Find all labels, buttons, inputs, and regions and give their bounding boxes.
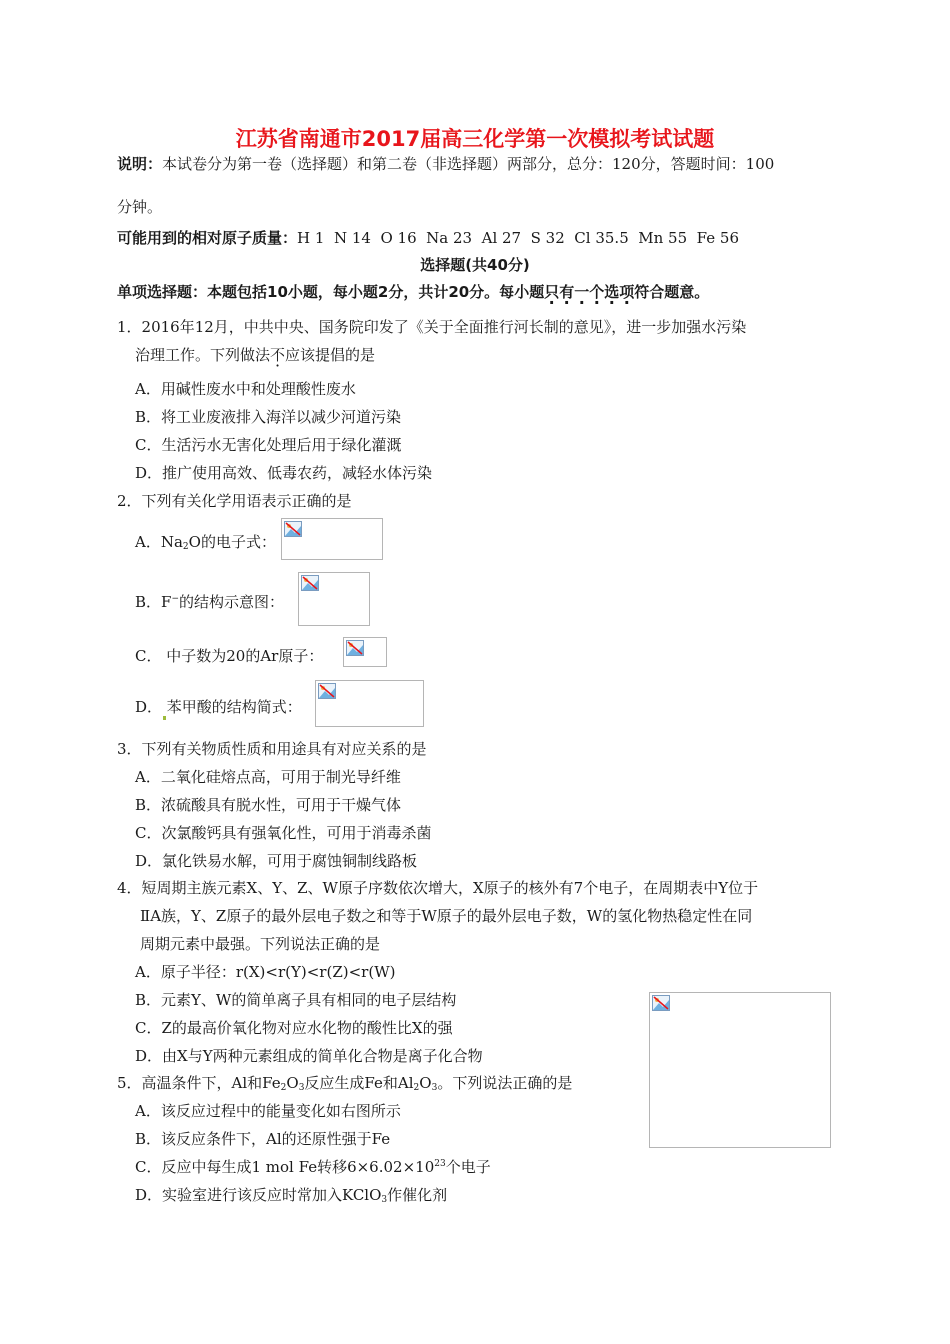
q2-option-b [135, 591, 284, 612]
q5-c-post: 个电子 [445, 1158, 491, 1176]
q5-mid-2: 反应生成Fe和Al [304, 1074, 414, 1092]
q2-stem: 2．下列有关化学用语表示正确的是 [117, 492, 352, 510]
q5-sub-4: 3 [431, 1083, 438, 1093]
q2-option-d: D． 苯甲酸的结构简式： [135, 698, 302, 716]
q5-mid-3: O [419, 1074, 432, 1092]
instruction-emphasis: 只有一个选项 [544, 283, 635, 301]
q4-option-c: C．Z的最高价氧化物对应水化物的酸性比X的强 [135, 1019, 453, 1037]
instruction-text: 单项选择题：本题包括10小题，每小题2分，共计20分。每小题 [117, 283, 545, 301]
atomic-mass-values: H 1 N 14 O 16 Na 23 Al 27 S 32 Cl 35.5 Mn 55 Fe 56 [297, 229, 740, 247]
q4-option-d: D．由X与Y两种元素组成的简单化合物是离子化合物 [135, 1047, 483, 1065]
q5-stem [117, 1072, 572, 1093]
q2-a-pre: A．Na [135, 533, 183, 551]
q5-mid-1: O [286, 1074, 299, 1092]
q1-stem-emph: 不 [270, 346, 286, 364]
q2-d-image [315, 680, 424, 727]
q2-b-post: 的结构示意图： [178, 593, 284, 611]
q2-option-a [135, 531, 276, 552]
broken-image-icon [652, 995, 670, 1011]
broken-image-icon [318, 683, 336, 699]
q5-option-d [135, 1184, 447, 1205]
q3-option-d: D．氯化铁易水解，可用于腐蚀铜制线路板 [135, 852, 418, 870]
q2-c-image [343, 637, 387, 667]
q4-stem-2: ⅡA族，Y、Z原子的最外层电子数之和等于W原子的最外层电子数，W的氢化物热稳定性在同 [140, 907, 753, 925]
q1-option-d: D．推广使用高效、低毒农药，减轻水体污染 [135, 464, 433, 482]
q4-option-a: A．原子半径：r(X)<r(Y)<r(Z)<r(W) [135, 963, 396, 981]
q3-option-c: C．次氯酸钙具有强氧化性，可用于消毒杀菌 [135, 824, 432, 842]
intro-label: 说明： [117, 155, 163, 173]
q2-b-pre: B．F [135, 593, 172, 611]
q5-sub-2: 3 [298, 1083, 305, 1093]
q4-option-b: B．元素Y、W的简单离子具有相同的电子层结构 [135, 991, 457, 1009]
q3-stem: 3．下列有关物质性质和用途具有对应关系的是 [117, 740, 427, 758]
q3-option-b: B．浓硫酸具有脱水性，可用于干燥气体 [135, 796, 402, 814]
q5-option-a: A．该反应过程中的能量变化如右图所示 [135, 1102, 401, 1120]
q1-option-a: A．用碱性废水中和处理酸性废水 [135, 380, 356, 398]
q5-sub-1: 2 [280, 1083, 287, 1093]
q5-d-pre: D．实验室进行该反应时常加入KClO [135, 1186, 382, 1204]
instruction-end: 符合题意。 [634, 283, 710, 301]
atomic-mass-label: 可能用到的相对原子质量： [117, 229, 298, 247]
q1-stem-1: 1．2016年12月，中共中央、国务院印发了《关于全面推行河长制的意见》，进一步加强水污染 [117, 318, 747, 336]
q2-b-sup: − [171, 594, 179, 604]
q2-a-post: O的电子式： [188, 533, 276, 551]
q5-c-pre: C．反应中每生成1 mol Fe转移6×6.02×10 [135, 1158, 435, 1176]
q2-b-image [298, 572, 370, 626]
q4-stem-1: 4．短周期主族元素X、Y、Z、W原子序数依次增大，X原子的核外有7个电子，在周期表中Y位于 [117, 879, 759, 897]
q5-d-post: 作催化剂 [387, 1186, 448, 1204]
q2-a-image [281, 518, 383, 560]
broken-image-icon [301, 575, 319, 591]
intro-line-1 [117, 153, 774, 174]
energy-diagram-image [649, 992, 831, 1148]
q5-option-c [135, 1156, 491, 1177]
atomic-mass-line [117, 227, 739, 248]
q4-stem-3: 周期元素中最强。下列说法正确的是 [140, 935, 381, 953]
q2-a-sub: 2 [182, 542, 189, 552]
section-instruction [117, 281, 709, 302]
broken-image-icon [284, 521, 302, 537]
intro-text-1: 本试卷分为第一卷（选择题）和第二卷（非选择题）两部分，总分：120分，答题时间：100 [162, 155, 775, 173]
q1-stem-2a: 治理工作。下列做法 [135, 346, 271, 364]
q2-option-c: C． 中子数为20的Ar原子： [135, 647, 324, 665]
q1-stem-2 [135, 344, 375, 365]
intro-text-2: 分钟。 [117, 198, 163, 216]
section-title: 选择题(共40分) [420, 256, 530, 274]
q5-stem-pre: 5．高温条件下，Al和Fe [117, 1074, 281, 1092]
broken-image-icon [346, 640, 364, 656]
q5-option-b: B．该反应条件下，Al的还原性强于Fe [135, 1130, 391, 1148]
q5-d-sub: 3 [381, 1195, 388, 1205]
q3-option-a: A．二氧化硅熔点高，可用于制光导纤维 [135, 768, 401, 786]
q5-stem-end: 。下列说法正确的是 [437, 1074, 573, 1092]
page-title: 江苏省南通市2017届高三化学第一次模拟考试试题 [235, 127, 715, 151]
q5-c-sup: 23 [434, 1159, 446, 1169]
q1-stem-2c: 应该提倡的是 [285, 346, 376, 364]
q1-option-b: B．将工业废液排入海洋以减少河道污染 [135, 408, 402, 426]
q1-option-c: C．生活污水无害化处理后用于绿化灌溉 [135, 436, 402, 454]
small-mark [163, 716, 166, 720]
q5-sub-3: 2 [413, 1083, 420, 1093]
